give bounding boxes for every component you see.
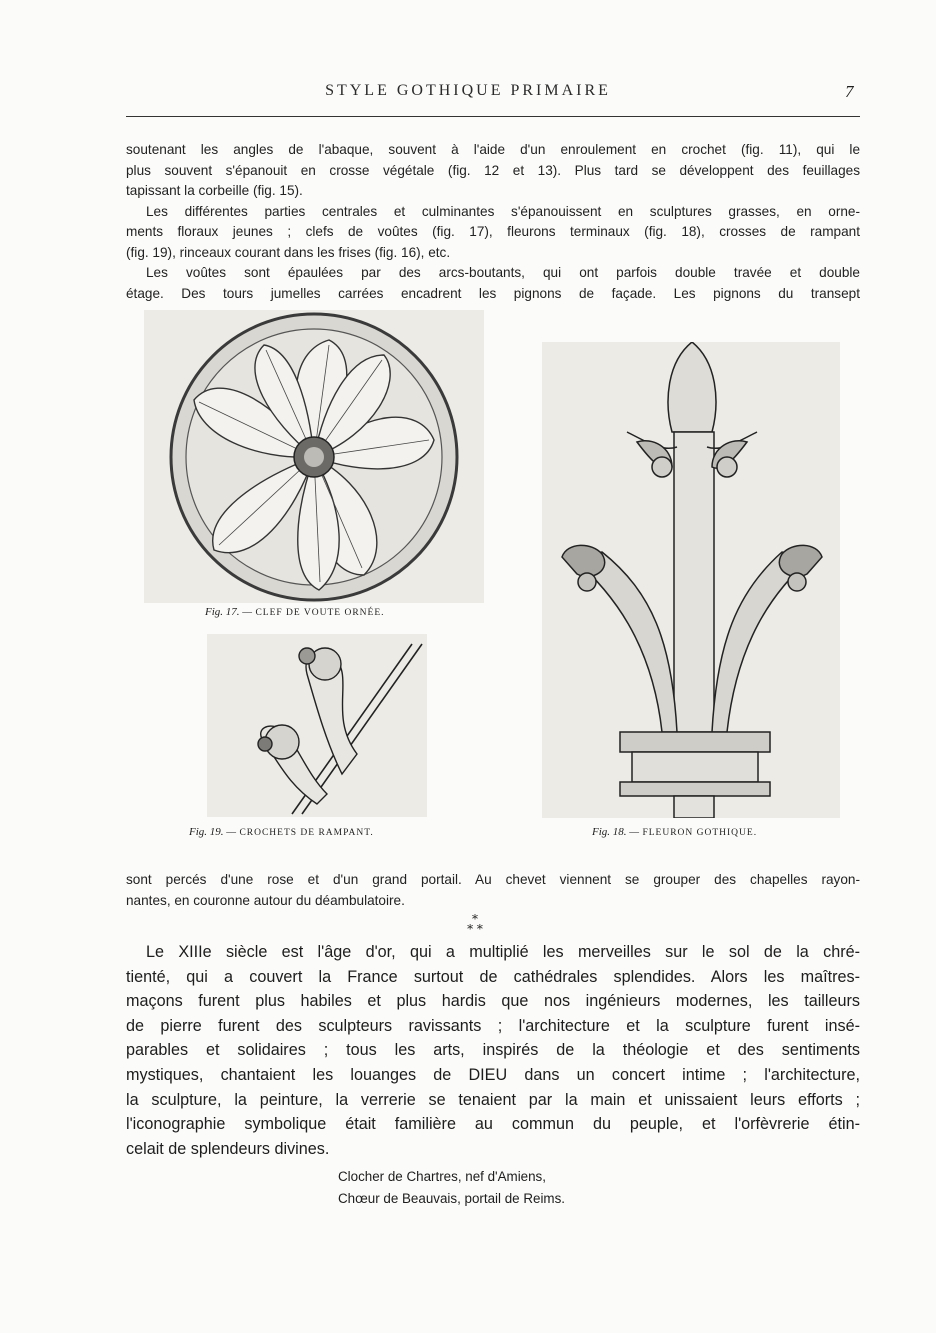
after-figures-paragraph xyxy=(126,870,860,911)
text-line: celait de splendeurs divines. xyxy=(126,1139,330,1158)
running-title: STYLE GOTHIQUE PRIMAIRE xyxy=(325,82,611,99)
separator-bottom: * * xyxy=(467,922,483,936)
finial-illustration xyxy=(542,342,840,818)
text-line: la sculpture, la peinture, la verrerie se tenaient par la main et unissaient leurs efforts ; xyxy=(126,1090,860,1109)
figure-17-keystone xyxy=(144,310,484,603)
crockets-illustration xyxy=(207,634,427,817)
figure-17-title: CLEF DE VOUTE ORNÉE. xyxy=(255,608,385,618)
text-line: tapissant la corbeille (fig. 15). xyxy=(126,183,303,198)
text-line: plus souvent s'épanouit en crosse végétale (fig. 12 et 13). Plus tard se développent des feuillages xyxy=(126,162,860,178)
xiii-paragraph xyxy=(126,940,860,1161)
text-line: nantes, en couronne autour du déambulatoire. xyxy=(126,892,405,908)
text-line: ments floraux jeunes ; clefs de voûtes (fig. 17), fleurons terminaux (fig. 18), crosses de rampant xyxy=(126,224,860,239)
figure-19-title: CROCHETS DE RAMPANT. xyxy=(239,828,374,838)
text-line: Le XIIIe siècle est l'âge d'or, qui a multiplié les merveilles sur le sol de la chré- xyxy=(146,943,860,961)
text-line: l'iconographie symbolique était familière au commun du peuple, et l'orfèvrerie étin- xyxy=(126,1115,860,1134)
text-line: maçons furent plus habiles et plus hardis que nos ingénieurs modernes, les tailleurs xyxy=(126,992,860,1011)
separator-top: * xyxy=(472,912,478,926)
text-line: soutenant les angles de l'abaque, souvent à l'aide d'un enroulement en crochet (fig. 11), qui le xyxy=(126,142,860,157)
figure-18-number: Fig. 18. — xyxy=(592,826,640,838)
text-line: sont percés d'une rose et d'un grand portail. Au chevet viennent se grouper des chapelles rayon- xyxy=(126,872,860,887)
text-line: étage. Des tours jumelles carrées encadrent les pignons de façade. Les pignons du transept xyxy=(126,285,860,301)
text-line: parables et solidaires ; tous les arts, inspirés de la théologie et des sentiments xyxy=(126,1041,860,1060)
text-line: de pierre furent des sculpteurs ravissants ; l'architecture et la sculpture furent insé- xyxy=(126,1016,860,1035)
text-line: tienté, qui a couvert la France surtout de cathédrales splendides. Alors les maîtres- xyxy=(126,967,860,986)
figure-19-caption xyxy=(189,826,374,838)
text-line: Les différentes parties centrales et culminantes s'épanouissent en sculptures grasses, en orne- xyxy=(146,203,860,219)
keystone-rosette-illustration xyxy=(144,310,484,603)
figure-17-number: Fig. 17. — xyxy=(205,606,253,618)
text-line: mystiques, chantaient les louanges de DIEU dans un concert intime ; l'architecture, xyxy=(126,1065,860,1084)
header-rule xyxy=(126,116,860,117)
verse-line-1: Clocher de Chartres, nef d'Amiens, xyxy=(338,1169,546,1184)
figure-18-title: FLEURON GOTHIQUE. xyxy=(642,828,758,838)
section-separator xyxy=(455,914,495,934)
page-number: 7 xyxy=(845,82,854,101)
text-line: Les voûtes sont épaulées par des arcs-boutants, qui ont parfois double travée et double xyxy=(146,265,860,280)
verse-line-2: Chœur de Beauvais, portail de Reims. xyxy=(338,1191,565,1206)
intro-paragraph xyxy=(126,140,860,304)
figure-18-finial xyxy=(542,342,840,818)
figure-19-crockets xyxy=(207,634,427,817)
figure-19-number: Fig. 19. — xyxy=(189,826,237,838)
text-line: (fig. 19), rinceaux courant dans les frises (fig. 16), etc. xyxy=(126,244,451,260)
figure-18-caption xyxy=(592,826,757,838)
figure-17-caption xyxy=(205,606,385,618)
